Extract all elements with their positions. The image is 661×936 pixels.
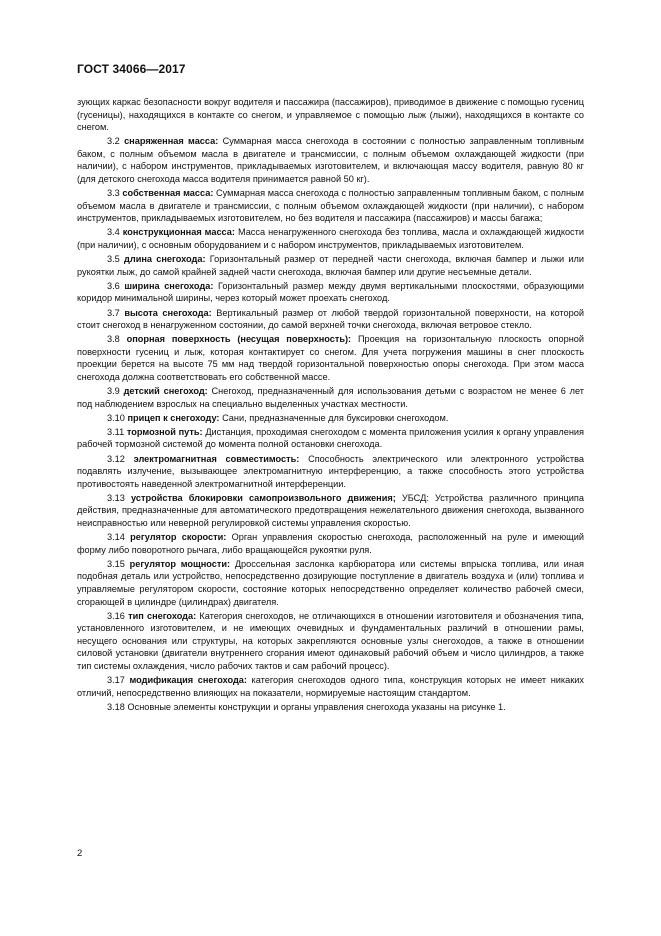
term: электромагнитная совместимость: (133, 453, 300, 464)
definition-3-16 (77, 610, 584, 673)
clause-number: 3.9 (107, 386, 120, 397)
clause-number: 3.16 (107, 610, 125, 621)
clause-text: Основные элементы конструкции и органы управления снегохода указаны на рисунке 1. (127, 701, 506, 712)
definition-3-9 (77, 385, 584, 410)
term: прицеп к снегоходу: (127, 412, 220, 423)
definition-text: Дроссельная заслонка карбюратора или системы впрыска топлива, или иная подобная деталь или устройство, непосредственно дозирующие поступление в двигатель воздуха и (или) топлива и управляемые регулятором скорости, состояние которых непосредственно определяет количество рабочей смеси, сгорающей в цилиндре (цилиндрах) двигателя. (77, 558, 584, 607)
clause-number: 3.18 (107, 701, 125, 712)
paragraph-text: зующих каркас безопасности вокруг водителя и пассажира (пассажиров), приводимое в движение с помощью гусениц (гусеницы), находящихся в контакте со снегом, и управляемое с помощью лыж (лыжи), находящихся в контакте со снегом. (77, 97, 584, 133)
paragraph-continuation (77, 96, 584, 134)
clause-number: 3.6 (107, 280, 120, 291)
definition-text: Дистанция, проходимая снегоходом с момента приложения усилия к органу управления рабочей тормозной системой до момента полной остановки снегохода. (77, 426, 585, 450)
definition-3-11 (77, 426, 584, 451)
definition-text: Снегоход, предназначенный для использования детьми с возрастом не менее 6 лет под наблюдением взрослых на специально выделенных участках местности. (77, 386, 584, 409)
term: модификация снегохода: (129, 675, 247, 686)
term: детский снегоход: (123, 386, 208, 397)
clause-3-18 (77, 701, 584, 714)
term: конструкционная масса: (122, 227, 235, 238)
clause-number: 3.2 (107, 136, 120, 147)
term: высота снегохода: (124, 307, 212, 318)
definition-text: Суммарная масса снегохода с полностью заправленным топливным баком, с полным объемом масла в двигателе и трансмиссии, с полным объемом охлаждающей жидкости (при наличии), с набором инструментов, прикладываемых изготовителем, но без водителя и пассажира (пассажиров) и массы багажа; (77, 188, 584, 224)
term: регулятор скорости: (130, 532, 227, 543)
definition-3-6 (77, 280, 584, 305)
definition-3-10 (77, 412, 584, 425)
definition-3-5 (77, 253, 584, 278)
term: тормозной путь: (126, 426, 203, 437)
clause-number: 3.13 (107, 492, 125, 503)
definition-3-13 (77, 492, 584, 530)
clause-number: 3.11 (107, 426, 125, 437)
clause-number: 3.7 (107, 307, 120, 318)
clause-number: 3.8 (107, 334, 120, 345)
term: собственная масса: (122, 188, 214, 199)
definition-3-14 (77, 531, 584, 556)
document-body (77, 96, 584, 715)
term: тип снегохода: (128, 610, 197, 621)
definition-text: Проекция на горизонтальную плоскость опорной поверхности гусениц и лыж, которая контактирует со снегом. Для учета погружения машины в снег плоскость проекции берется на высоте 75 мм над твердой горизонтальной поверхностью опоры снегохода. При этом масса снегохода должна соответствовать его собственной массе. (77, 334, 585, 382)
page-header-title: ГОСТ 34066—2017 (77, 62, 186, 76)
clause-number: 3.3 (107, 188, 120, 199)
definition-text: Горизонтальный размер от передней части снегохода, включая бампер и лыжи или рукоятки лыж, до самой крайней задней части снегохода, включая бампер или другие несъемные детали. (77, 254, 585, 277)
definition-text: Орган управления скоростью снегохода, расположенный на руле и имеющий форму либо поворотного рычага, либо вращающейся рукоятки руля. (77, 532, 584, 555)
definition-text: Масса ненагруженного снегохода без топлива, масла и охлаждающей жидкости (при наличии), с основным оборудованием и с набором инструментов, прикладываемых изготовителем. (77, 227, 584, 251)
term: ширина снегохода: (124, 280, 214, 291)
clause-number: 3.17 (107, 675, 125, 686)
clause-number: 3.10 (107, 412, 125, 423)
definition-text: категория снегоходов одного типа, конструкция которых не имеет никаких отличий, непосредственно влияющих на показатели, нормируемые настоящим стандартом. (77, 675, 584, 698)
page-number: 2 (77, 848, 83, 859)
term: регулятор мощности: (129, 558, 231, 569)
definition-3-4 (77, 226, 584, 251)
definition-3-17 (77, 674, 584, 699)
definition-text: Сани, предназначенные для буксировки снегоходом. (222, 412, 449, 423)
definition-text: Суммарная масса снегохода в состоянии с полностью заправленным топливным баком, с полным объемом масла в двигателе и трансмиссии, с полным объемом охлаждающей жидкости (при наличии), с набором инструментов, прикладываемых изготовителем, и включающая массу водителя, равную 80 кг (для детского снегохода масса водителя принимается равной 50 кг). (77, 136, 585, 185)
definition-3-7 (77, 307, 584, 332)
term: устройства блокировки самопроизвольного движения; (131, 492, 396, 503)
term: длина снегохода: (124, 254, 206, 265)
term: снаряженная масса: (124, 136, 219, 147)
definition-text: Горизонтальный размер между двумя вертикальными плоскостями, образующими коридор минимальной ширины, через который может проехать снегоход. (77, 280, 584, 304)
definition-text: Вертикальный размер от любой твердой горизонтальной поверхности, на которой стоит снегоход в ненагруженном состоянии, до самой верхней точки снегохода, включая ветровое стекло. (77, 307, 584, 331)
term: опорная поверхность (несущая поверхность): (126, 334, 352, 345)
definition-text: Способность электрического или электронного устройства подавлять излучение, вызывающее электромагнитную интерференцию, а также способность этого устройства противостоять наведенной электромагнитной интерференции. (77, 453, 585, 489)
clause-number: 3.4 (107, 227, 120, 238)
clause-number: 3.15 (107, 558, 125, 569)
clause-number: 3.14 (107, 532, 125, 543)
definition-3-15 (77, 558, 584, 608)
definition-text: Категория снегоходов, не отличающихся в отношении изготовителя и обозначения типа, установленного изготовителем, и не имеющих очевидных и фундаментальных различий в отношении рамы, несущего основания или структуры, на которых закрепляются основные узлы снегоходов, а также в отношении силовой установки (двигатели внутреннего сгорания имеют одинаковый рабочий объем и число цилиндров, а также тип системы охлаждения, число рабочих тактов и сам рабочий процесс). (77, 610, 584, 672)
definition-3-3 (77, 187, 584, 225)
clause-number: 3.12 (107, 453, 125, 464)
definition-3-12 (77, 453, 584, 491)
definition-text: УБСД: Устройства различного принципа действия, предназначенные для автоматического предотвращения нежелательного движения снегохода, вызванного неисправностью или неверной регулировкой системы управления скоростью. (77, 492, 584, 528)
definition-3-2 (77, 135, 584, 185)
definition-3-8 (77, 333, 584, 383)
clause-number: 3.5 (107, 254, 120, 265)
